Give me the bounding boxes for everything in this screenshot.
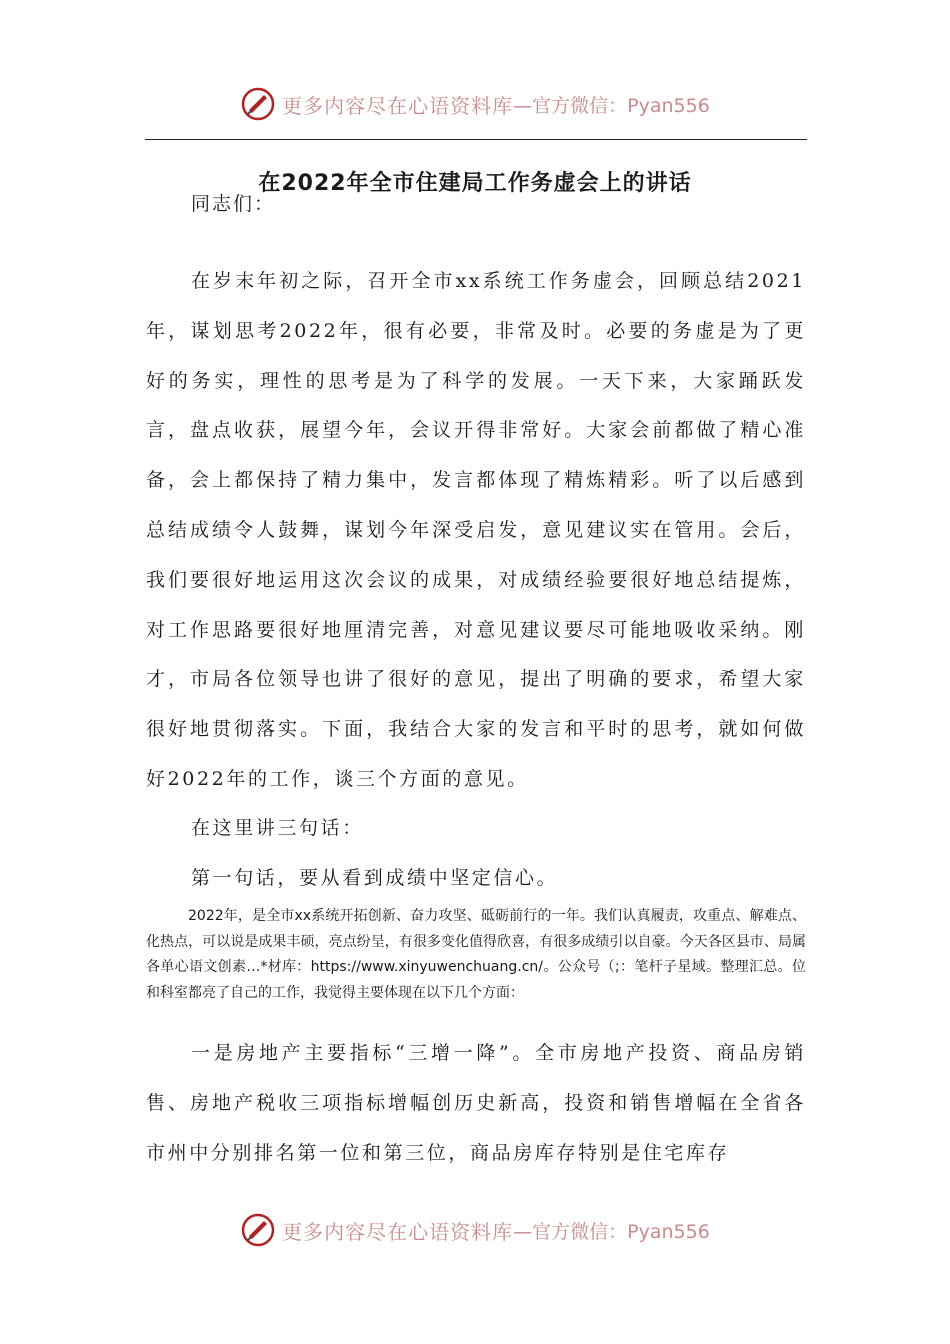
brand-logo-icon	[240, 1212, 276, 1248]
header-divider	[145, 139, 807, 140]
header-banner	[0, 82, 950, 126]
header-banner-wechat: —官方微信：Pyan556	[513, 94, 710, 117]
document-title: 在2022年全市住建局工作务虚会上的讲话	[258, 171, 692, 196]
footer-banner	[0, 1208, 950, 1252]
paragraph-first-sentence: 第一句话，要从看到成绩中坚定信心。	[191, 867, 559, 889]
paragraph-real-estate: 一是房地产主要指标“三增一降”。全市房地产投资、商品房销售、房地产税收三项指标增幅创历史新高，投资和销售增幅在全省各市州中分别排名第一位和第三位，商品房库存特别是住宅库存	[146, 1042, 806, 1164]
paragraph-small-inserted: 2022年，是全市xx系统开拓创新、奋力攻坚、砥砺前行的一年。我们认真履责，攻重点、解难点、化热点，可以说是成果丰硕，亮点纷呈，有很多变化值得欣喜，有很多成绩引以自豪。今天各区县市、局属各单心语文创素…*材库：https://www.xinyuwenchuang.cn/。公众号（;：笔杆子星域。整理汇总。位和科室都亮了自己的工作，我觉得主要体现在以下几个方面：	[146, 908, 806, 1001]
paragraph-intro: 在岁末年初之际，召开全市xx系统工作务虚会，回顾总结2021年，谋划思考2022年，很有必要，非常及时。必要的务虚是为了更好的务实，理性的思考是为了科学的发展。一天下来，大家踊跃发言，盘点收获，展望今年，会议开得非常好。大家会前都做了精心准备，会上都保持了精力集中，发言都体现了精炼精彩。听了以后感到总结成绩令人鼓舞，谋划今年深受启发，意见建议实在管用。会后，我们要很好地运用这次会议的成果，对成绩经验要很好地总结提炼，对工作思路要很好地厘清完善，对意见建议要尽可能地吸收采纳。刚才，市局各位领导也讲了很好的意见，提出了明确的要求，希望大家很好地贯彻落实。下面，我结合大家的发言和平时的思考，就如何做好2022年的工作，谈三个方面的意见。	[146, 270, 806, 790]
brand-logo-icon	[240, 86, 276, 122]
footer-banner-text: 更多内容尽在心语资料库	[282, 1219, 514, 1244]
salutation: 同志们：	[191, 193, 276, 215]
paragraph-three-sentences: 在这里讲三句话：	[191, 817, 364, 839]
footer-banner-wechat: —官方微信：Pyan556	[513, 1220, 710, 1243]
header-banner-text: 更多内容尽在心语资料库	[282, 93, 514, 118]
